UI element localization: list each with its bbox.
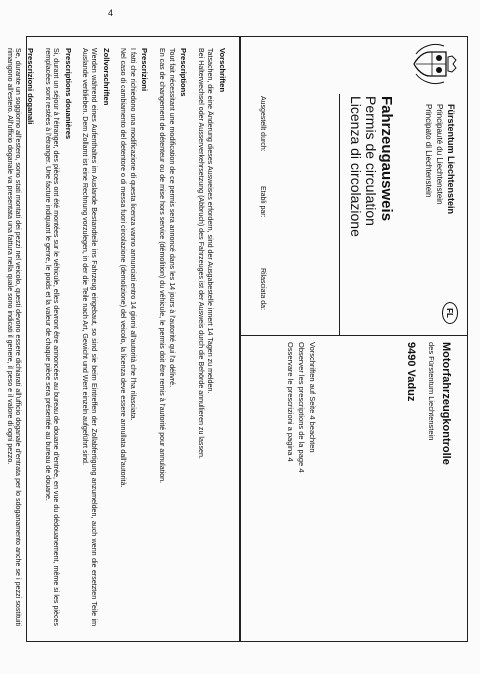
fl-badge: FL (442, 302, 458, 324)
note-fr: Observer les prescriptions de la page 4 (297, 342, 306, 473)
document-title (348, 96, 394, 237)
section-paragraph: Werden während eines Aufenthaltes im Auslande Bestandteile ins Fahrzeug eingebaut, so sind sie beim Eintreffen der Zollabfertigung anzumelden, auch wenn die ersetzten Teile im Auslande verblieben. Dem Zollamt ist eine Rechnung vorzulegen, in der die Teile nach Art, Gewicht und Wert einzeln aufgeführt sind. (81, 48, 99, 626)
issuer-panel (240, 336, 466, 640)
authority-names (424, 104, 456, 214)
authority-de: Fürstentum Liechtenstein (446, 104, 456, 215)
issued-it: Rilasciata da: (259, 268, 266, 311)
title-it: Licenza di circolazione (348, 96, 364, 237)
section-title: Vorschriften (218, 48, 227, 93)
section-title: Zollvorschriften (101, 48, 111, 106)
section-paragraph: Tatsachen, die eine Änderung dieses Ausweises erfordern, sind der Ausgabestelle innert 14 Tagen zu melden. (206, 48, 215, 394)
title-fr: Permis de circulation (363, 96, 379, 226)
section-paragraph: Bei Halterwechsel oder Ausserverkehrsetzung (Abbruch) des Fahrzeuges ist der Ausweis durch die Behörde annullieren zu lassen. (196, 48, 205, 459)
section-paragraph: Si, durant un séjour à l'étranger, des pièces ont été montées sur le véhicule, elles devront être annoncées au bureau de douane d'entrée, en vue du dédouanement, même si les pièces remplacées sont restées à l'étranger. Une facture indiquant le genre, le poids et la valeur de chaque pièce sera présentée au bureau de douane. (43, 48, 61, 626)
office-name: Motorfahrzeugkontrolle (440, 342, 452, 465)
office-subtitle: des Fürstentum Liechtenstein (427, 342, 436, 441)
office-city: 9490 Vaduz (405, 342, 417, 402)
note-it: Osservare le prescrizioni a pagina 4 (286, 342, 295, 462)
authority-fr: Principauté du Liechtenstein (435, 104, 444, 205)
title-panel (240, 36, 466, 336)
section-paragraph: En cas de changement de détenteur ou de mise hors service (démolition) du véhicule, le permis doit être remis à l'autorité pour annulation. (158, 48, 167, 484)
section-title: Prescrizioni (140, 48, 150, 92)
regulations-content (0, 36, 238, 640)
issuing-office (405, 342, 452, 465)
title-rule (339, 94, 340, 336)
section-paragraph: I fatti che richiedono una modificazione di questa licenza vanno annunciati entro 14 giorni all'autorità che l'ha rilasciata. (128, 48, 137, 421)
authority-it: Principato di Liechtenstein (424, 104, 433, 198)
coat-of-arms-icon (410, 42, 458, 86)
issued-fr: Etabli par: (259, 186, 266, 218)
title-de: Fahrzeugausweis (378, 96, 395, 222)
section-paragraph: Nel caso di cambiamento del detentore o di messa fuori circolazione (demolizione) del veicolo, la licenza deve essere annullata dall'autorità. (119, 48, 128, 488)
issued-de: Ausgestellt durch: (259, 96, 266, 152)
section-title: Prescrizioni doganali (26, 48, 36, 125)
see-page-notes (285, 342, 318, 473)
section-paragraph: Tout fait nécessitant une modification de ce permis sera annoncé dans les 14 jours à l'autorité qui l'a délivré. (167, 48, 176, 388)
regulations-panel (5, 36, 238, 640)
note-de: Vorschriften auf Seite 4 beachten (308, 342, 317, 453)
section-title: Prescriptions (179, 48, 189, 97)
section-title: Prescriptions douanières (63, 48, 73, 140)
page-number: 4 (108, 8, 114, 18)
section-paragraph: Se, durante un soggiorno all'estero, sono stati montati dei pezzi nel veicolo, questi devono essere dichiarati all'ufficio doganale d'entrata per lo sdoganamento anche se i pezzi sostituiti rimangono all'estero. All'ufficio doganale va presentata una fattura nella quale sono indicati il genere, il peso e il valore di ogni pezzo. (5, 48, 23, 626)
